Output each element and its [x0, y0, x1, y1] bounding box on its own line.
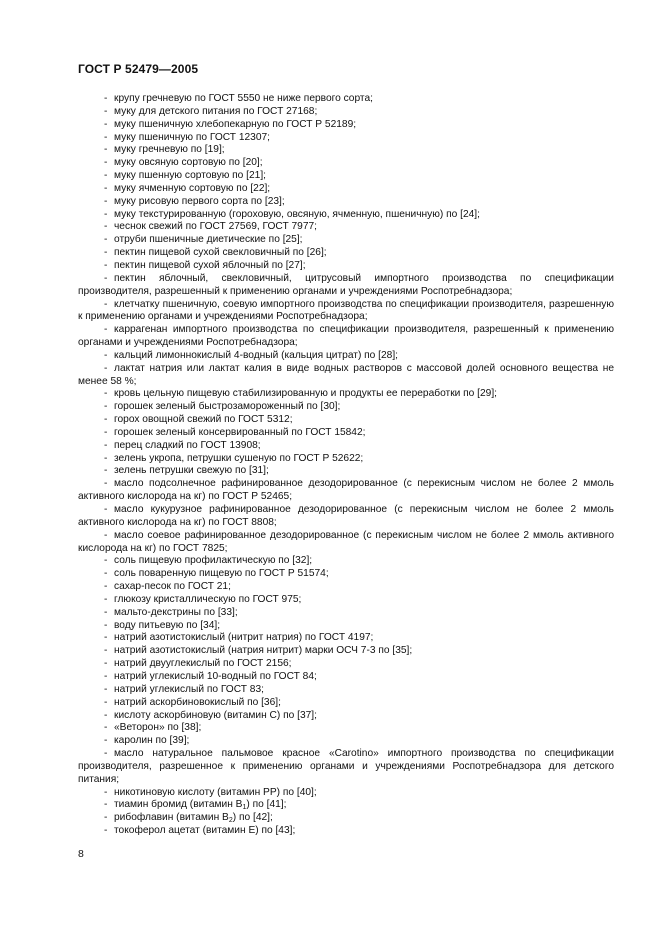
list-item-text: воду питьевую по [34];	[114, 619, 221, 631]
list-dash: -	[104, 529, 108, 541]
list-item	[78, 825, 614, 838]
list-item-text: кровь цельную пищевую стабилизированную и продукты ее переработки по [29];	[114, 388, 498, 400]
list-dash: -	[104, 118, 108, 130]
list-item-text: ) по [41];	[246, 799, 287, 811]
list-dash: -	[104, 182, 108, 194]
list-item	[78, 119, 614, 132]
list-item-text: тиамин бромид (витамин В	[114, 799, 243, 811]
list-item	[78, 247, 614, 260]
list-dash: -	[104, 645, 108, 657]
list-item-text: сахар-песок по ГОСТ 21;	[114, 581, 231, 593]
list-item	[78, 594, 614, 607]
list-item	[78, 132, 614, 145]
list-item-text: горошек зеленый быстрозамороженный по [30];	[114, 401, 341, 413]
list-item	[78, 710, 614, 723]
list-item-text: натрий азотистокислый (натрия нитрит) марки ОСЧ 7-3 по [35];	[114, 645, 413, 657]
list-dash: -	[104, 272, 108, 284]
list-item-text: каррагенан импортного производства по спецификации производителя, разрешенный к применению органами и учреждениями Роспотребнадзора;	[78, 324, 614, 349]
list-item-text: пектин яблочный, свекловичный, цитрусовый импортного производства по спецификации производителя, разрешенный к применению органами и учреждениями Роспотребнадзора;	[78, 272, 614, 297]
list-dash: -	[104, 105, 108, 117]
list-dash: -	[104, 195, 108, 207]
list-item-text: перец сладкий по ГОСТ 13908;	[114, 439, 261, 451]
list-item-text: муку овсяную сортовую по [20];	[114, 157, 263, 169]
list-dash: -	[104, 439, 108, 451]
list-item	[78, 183, 614, 196]
list-dash: -	[104, 388, 108, 400]
list-dash: -	[104, 157, 108, 169]
list-item-text: горох овощной свежий по ГОСТ 5312;	[114, 414, 293, 426]
list-dash: -	[104, 259, 108, 271]
ingredient-list	[78, 93, 614, 838]
list-dash: -	[104, 324, 108, 336]
list-item-text: натрий аскорбиновокислый по [36];	[114, 696, 281, 708]
list-dash: -	[104, 735, 108, 747]
list-item-text: пектин пищевой сухой яблочный по [27];	[114, 259, 306, 271]
list-item	[78, 530, 614, 556]
list-dash: -	[104, 362, 108, 374]
list-item-text: кислоту аскорбиновую (витамин С) по [37];	[114, 709, 317, 721]
list-item-text: глюкозу кристаллическую по ГОСТ 975;	[114, 593, 302, 605]
list-item-text: зелень петрушки свежую по [31];	[114, 465, 269, 477]
list-item-text: муку пшенную сортовую по [21];	[114, 170, 267, 182]
list-item-text: отруби пшеничные диетические по [25];	[114, 234, 303, 246]
list-item	[78, 735, 614, 748]
list-item-text: натрий углекислый 10-водный по ГОСТ 84;	[114, 670, 317, 682]
list-dash: -	[104, 465, 108, 477]
list-dash: -	[104, 414, 108, 426]
list-item	[78, 581, 614, 594]
list-item-text: «Веторон» по [38];	[114, 722, 202, 734]
list-item	[78, 209, 614, 222]
list-dash: -	[104, 478, 108, 490]
list-dash: -	[104, 568, 108, 580]
list-item	[78, 234, 614, 247]
list-item-text: масло кукурузное рафинированное дезодорированное (с перекисным числом не более 2 ммоль активного кислорода на кг) по ГОСТ 8808;	[78, 504, 614, 528]
list-item	[78, 620, 614, 633]
list-dash: -	[104, 748, 108, 760]
list-item	[78, 221, 614, 234]
list-item	[78, 196, 614, 209]
list-item-text: масло натуральное пальмовое красное «Carotino» импортного производства по спецификации производителя, разрешенное к применению органами и учреждениями Роспотребнадзора для детского питания;	[78, 748, 614, 785]
list-item-text: горошек зеленый консервированный по ГОСТ 15842;	[114, 426, 366, 438]
list-dash: -	[104, 722, 108, 734]
list-dash: -	[104, 658, 108, 670]
list-item-text: муку рисовую первого сорта по [23];	[114, 195, 285, 207]
list-dash: -	[104, 298, 108, 310]
list-item	[78, 363, 614, 389]
list-dash: -	[104, 670, 108, 682]
list-dash: -	[104, 234, 108, 246]
list-dash: -	[104, 799, 108, 811]
list-item	[78, 401, 614, 414]
list-dash: -	[104, 696, 108, 708]
list-dash: -	[104, 504, 108, 515]
list-item-text: каролин по [39];	[114, 735, 190, 747]
list-item	[78, 607, 614, 620]
list-dash: -	[104, 825, 108, 837]
list-item-text: масло соевое рафинированное дезодорированное (с перекисным числом не более 2 ммоль активного кислорода на кг) по ГОСТ 7825;	[78, 529, 614, 554]
list-item	[78, 324, 614, 350]
list-item	[78, 388, 614, 401]
list-item-text: муку текстурированную (гороховую, овсяную, ячменную, пшеничную) по [24];	[114, 208, 480, 220]
list-item-text: мальто-декстрины по [33];	[114, 606, 238, 618]
list-item	[78, 299, 614, 325]
list-item	[78, 170, 614, 183]
list-item-text: соль пищевую профилактическую по [32];	[114, 555, 313, 567]
list-item	[78, 106, 614, 119]
list-item-text: соль поваренную пищевую по ГОСТ Р 51574;	[114, 568, 329, 580]
list-item-text: кальций лимоннокислый 4-водный (кальция цитрат) по [28];	[114, 349, 398, 361]
list-item-text: муку ячменную сортовую по [22];	[114, 182, 271, 194]
list-item	[78, 748, 614, 787]
list-item	[78, 504, 614, 530]
list-item-text: натрий двууглекислый по ГОСТ 2156;	[114, 658, 292, 670]
list-dash: -	[104, 452, 108, 464]
list-dash: -	[104, 581, 108, 593]
list-dash: -	[104, 144, 108, 156]
list-item-text: муку для детского питания по ГОСТ 27168;	[114, 105, 318, 117]
list-item-text: зелень укропа, петрушки сушеную по ГОСТ Р 52622;	[114, 452, 364, 464]
list-dash: -	[104, 786, 108, 798]
list-dash: -	[104, 170, 108, 182]
list-item-text: масло подсолнечное рафинированное дезодорированное (с перекисным числом не более 2 ммоль активного кислорода на кг) по ГОСТ Р 52465;	[78, 478, 614, 503]
list-item	[78, 260, 614, 273]
document-header: ГОСТ Р 52479—2005	[78, 62, 199, 76]
list-item	[78, 157, 614, 170]
list-item	[78, 427, 614, 440]
list-item	[78, 812, 614, 825]
page-number: 8	[78, 848, 84, 860]
list-item-text: клетчатку пшеничную, соевую импортного производства по спецификации производителя, разрешенную к применению органами и учреждениями Роспотребнадзора;	[78, 298, 614, 323]
list-item	[78, 697, 614, 710]
list-item-text: муку гречневую по [19];	[114, 144, 225, 156]
list-item-text: натрий азотистокислый (нитрит натрия) по ГОСТ 4197;	[114, 632, 374, 644]
list-item-text: муку пшеничную хлебопекарную по ГОСТ Р 52189;	[114, 118, 357, 130]
list-item-text: муку пшеничную по ГОСТ 12307;	[114, 131, 270, 143]
list-item	[78, 787, 614, 800]
list-dash: -	[104, 555, 108, 567]
list-item-text: рибофлавин (витамин В	[114, 812, 229, 824]
list-item	[78, 568, 614, 581]
list-dash: -	[104, 426, 108, 438]
list-item	[78, 465, 614, 478]
list-item	[78, 93, 614, 106]
vitamin-subscript: 2	[228, 817, 233, 825]
list-item	[78, 453, 614, 466]
list-dash: -	[104, 221, 108, 233]
list-dash: -	[104, 593, 108, 605]
list-item-text: крупу гречневую по ГОСТ 5550 не ниже первого сорта;	[114, 93, 373, 104]
list-item-text: пектин пищевой сухой свекловичный по [26];	[114, 247, 327, 259]
list-dash: -	[104, 683, 108, 695]
list-item	[78, 478, 614, 504]
list-item	[78, 671, 614, 684]
list-item	[78, 440, 614, 453]
list-item-text: лактат натрия или лактат калия в виде водных растворов с массовой долей основного вещества не менее 58 %;	[78, 362, 614, 387]
list-dash: -	[104, 401, 108, 413]
list-dash: -	[104, 709, 108, 721]
list-dash: -	[104, 632, 108, 644]
list-item	[78, 799, 614, 812]
list-dash: -	[104, 93, 108, 104]
list-item	[78, 684, 614, 697]
list-item	[78, 645, 614, 658]
list-item	[78, 350, 614, 363]
list-item-text: чеснок свежий по ГОСТ 27569, ГОСТ 7977;	[114, 221, 317, 233]
list-item	[78, 632, 614, 645]
list-dash: -	[104, 812, 108, 824]
list-item-text: токоферол ацетат (витамин Е) по [43];	[114, 825, 296, 837]
vitamin-subscript: 1	[242, 804, 247, 812]
list-item	[78, 658, 614, 671]
list-dash: -	[104, 208, 108, 220]
list-dash: -	[104, 619, 108, 631]
list-dash: -	[104, 606, 108, 618]
list-item	[78, 144, 614, 157]
list-dash: -	[104, 247, 108, 259]
list-dash: -	[104, 349, 108, 361]
list-item-text: никотиновую кислоту (витамин РР) по [40];	[114, 786, 317, 798]
list-item	[78, 555, 614, 568]
list-item	[78, 414, 614, 427]
list-dash: -	[104, 131, 108, 143]
list-item-text: натрий углекислый по ГОСТ 83;	[114, 683, 264, 695]
list-item-text: ) по [42];	[232, 812, 273, 824]
list-item	[78, 273, 614, 299]
list-item	[78, 722, 614, 735]
